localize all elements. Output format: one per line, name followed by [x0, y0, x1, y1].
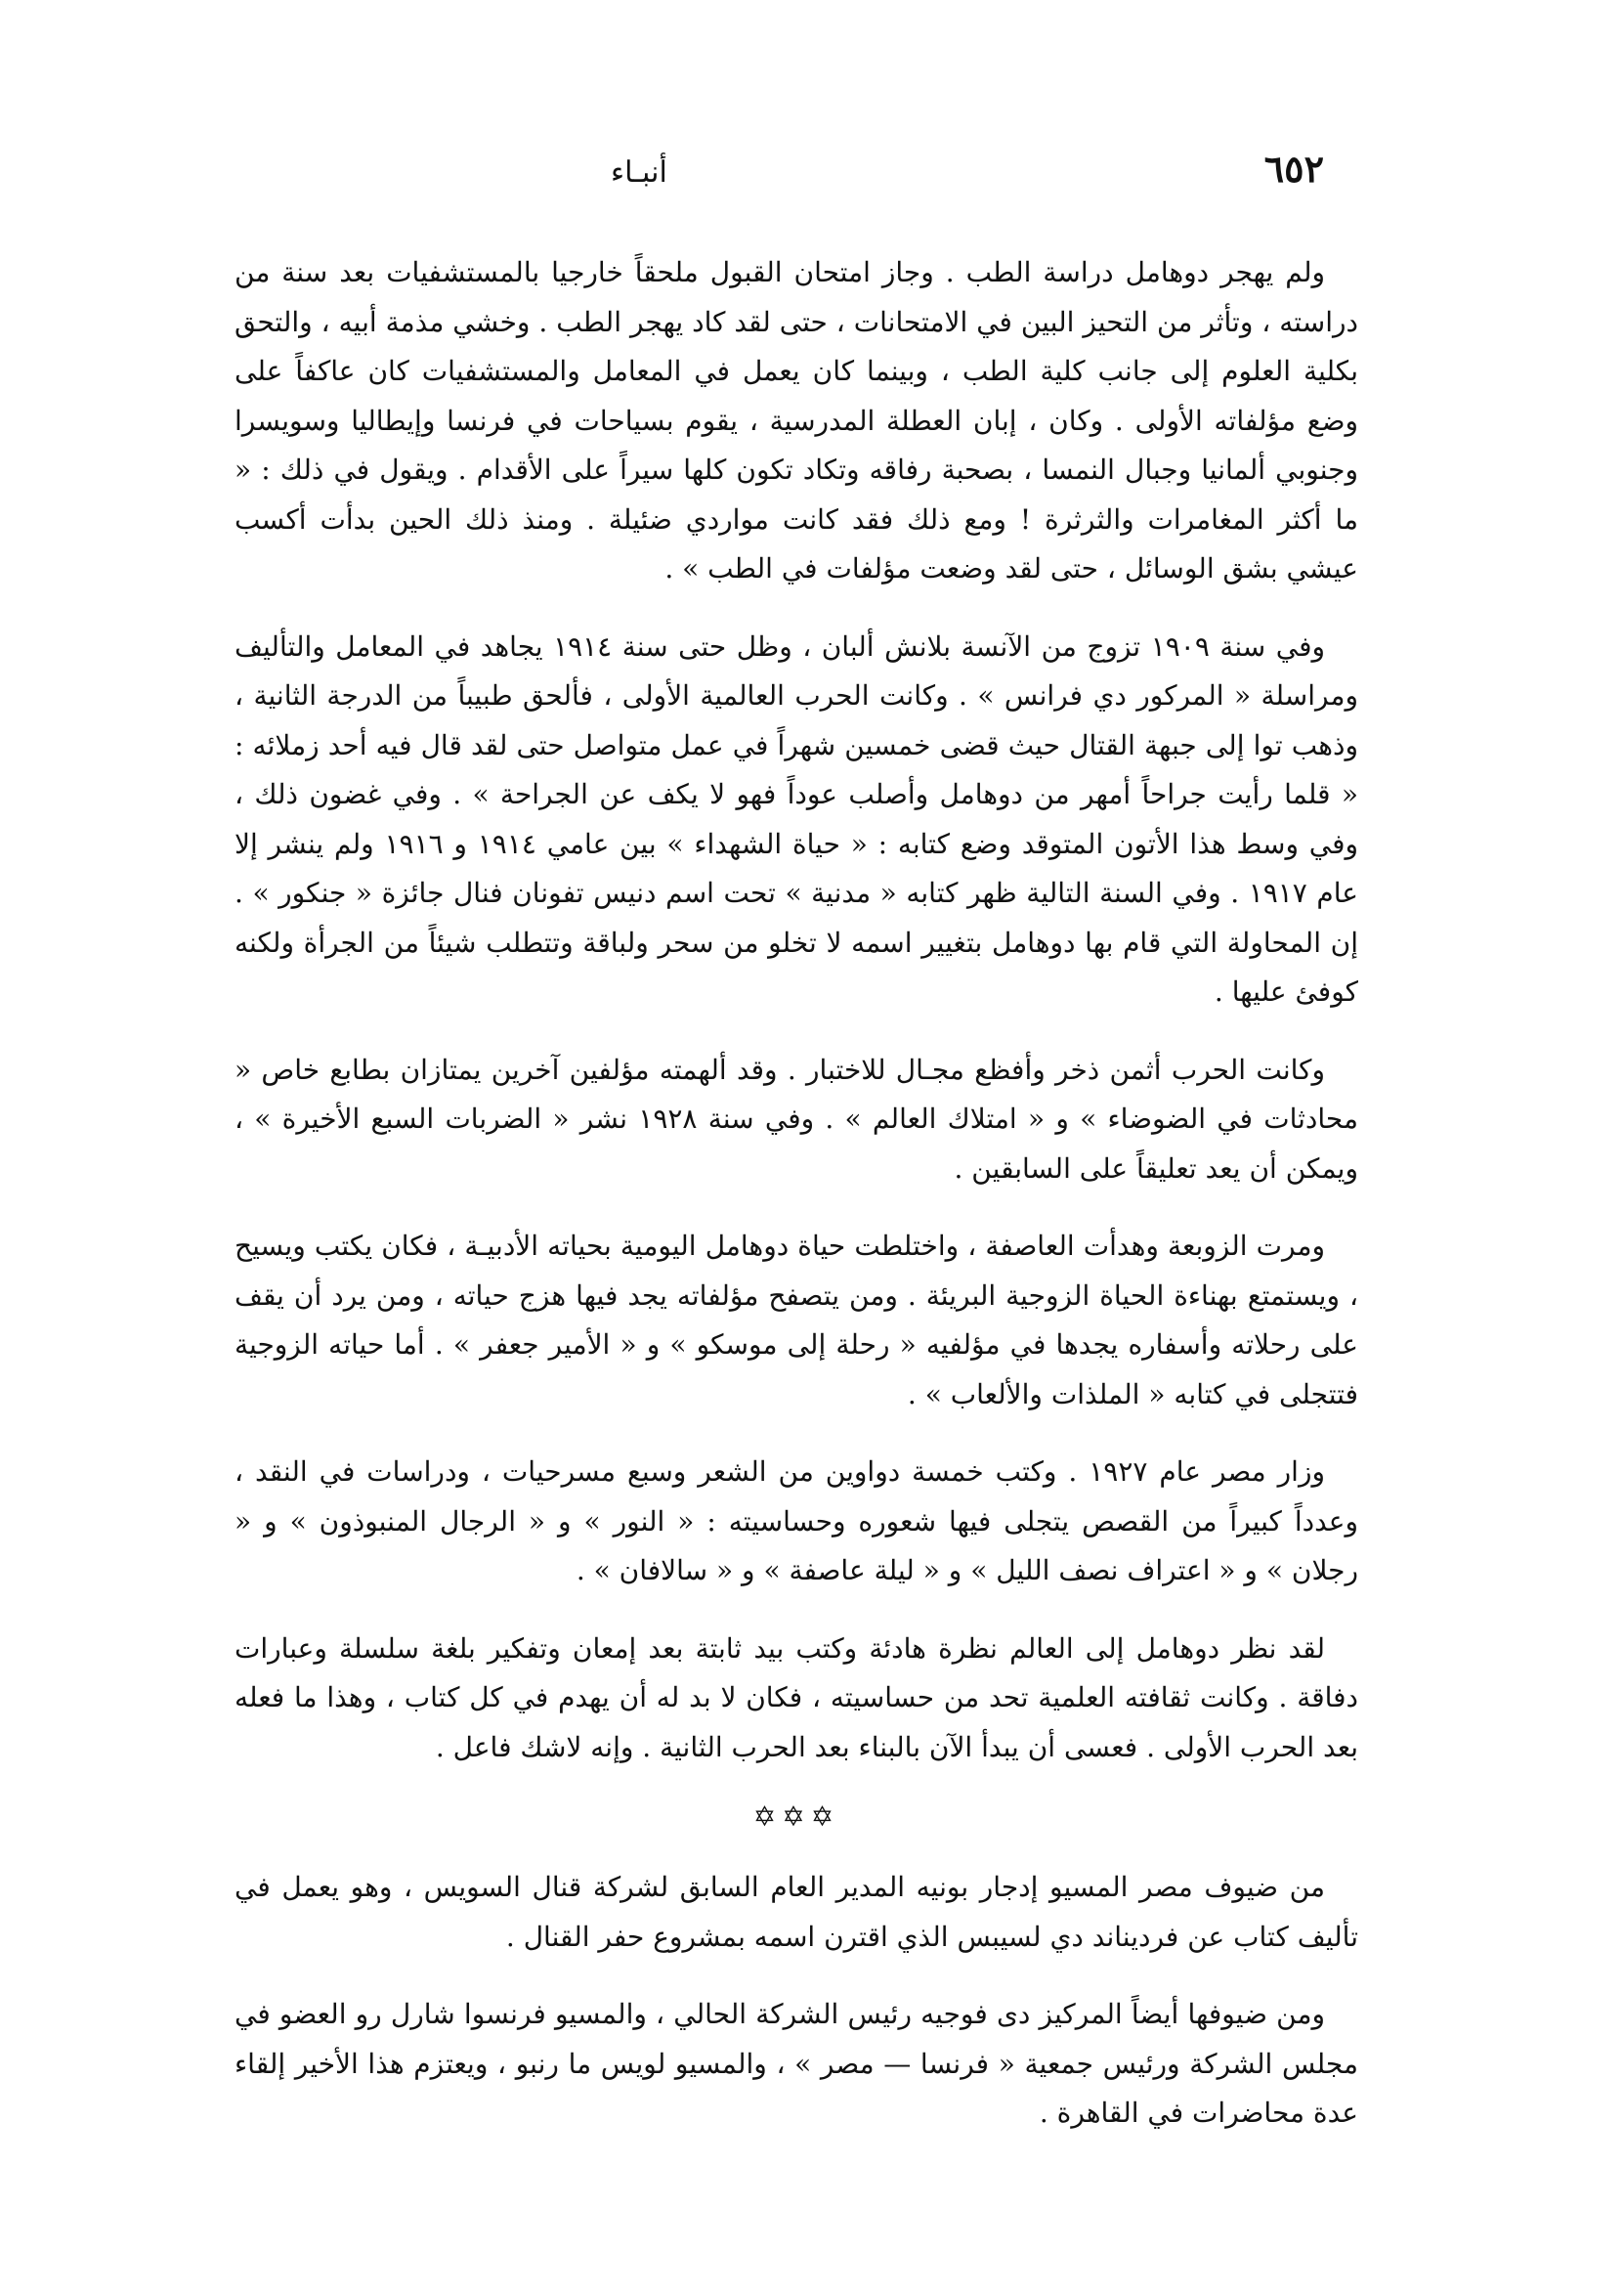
paragraph-conclusion: لقد نظر دوهامل إلى العالم نظرة هادئة وكتب بيد ثابتة بعد إمعان وتفكير بلغة سلسلة وعبارات دفاقة . وكانت ثقافته العلمية تحد من حساسيته ، فكان لا بد له أن يهدم في كل كتاب ، وهذا ما فعله بعد الحرب الأولى . فعسى أن يبدأ الآن بالبناء بعد الحرب الثانية . وإنه لاشك فاعل . [235, 1631, 1358, 1763]
paragraph-married-life: ومرت الزوبعة وهدأت العاصفة ، واختلطت حياة دوهامل اليومية بحياته الأدبيـة ، فكان يكتب ويسيح ، ويستمتع بهناءة الحياة الزوجية البريئة . ومن يتصفح مؤلفاته يجد فيها هزج حياته ، ومن يرد أن يقف على رحلاته وأسفاره يجدها في مؤلفيه « رحلة إلى موسكو » و « الأمير جعفر » . أما حياته الزوجية فتتجلى في كتابه « الملذات والألعاب » . [235, 1230, 1358, 1410]
section-divider-ornament: ✡✡✡ [752, 1800, 840, 1833]
paragraph-news-vogue: ومن ضيوفها أيضاً المركيز دى فوجيه رئيس الشركة الحالي ، والمسيو فرنسوا شارل رو العضو في مجلس الشركة ورئيس جمعية « فرنسا — مصر » ، والمسيو لويس ما رنبو ، ويعتزم هذا الأخير إلقاء عدة محاضرات في القاهرة . [235, 1998, 1358, 2129]
paragraph-egypt-visit: وزار مصر عام ١٩٢٧ . وكتب خمسة دواوين من الشعر وسبع مسرحيات ، ودراسات في النقد ، وعدداً كبيراً من القصص يتجلى فيها شعوره وحساسيته : « النور » و « الرجال المنبوذون » و « رجلان » و « اعتراف نصف الليل » و « ليلة عاصفة » و « سالافان » . [235, 1455, 1358, 1586]
paragraph-studies: ولم يهجر دوهامل دراسة الطب . وجاز امتحان القبول ملحقاً خارجيا بالمستشفيات بعد سنة من دراسته ، وتأثر من التحيز البين في الامتحانات ، حتى لقد كاد يهجر الطب . وخشي مذمة أبيه ، والتحق بكلية العلوم إلى جانب كلية الطب ، وبينما كان يعمل في المعامل والمستشفيات كان عاكفاً على وضع مؤلفاته الأولى . وكان ، إبان العطلة المدرسية ، يقوم بسياحات في فرنسا وإيطاليا وسويسرا وجنوبي ألمانيا وجبال النمسا ، بصحبة رفاقه وتكاد تكون كلها سيراً على الأقدام . ويقول في ذلك : « ما أكثر المغامرات والثرثرة ! ومع ذلك فقد كانت مواردي ضئيلة . ومنذ ذلك الحين بدأت أكسب عيشي بشق الوسائل ، حتى لقد وضعت مؤلفات في الطب » . [235, 256, 1358, 585]
running-title: أنبـاء [611, 155, 667, 190]
paragraph-news-bonnet: من ضيوف مصر المسيو إدجار بونيه المدير العام السابق لشركة قنال السويس ، وهو يعمل في تأليف كتاب عن فرديناند دي لسيبس الذي اقترن اسمه بمشروع حفر القنال . [235, 1871, 1358, 1953]
paragraph-war-works: وكانت الحرب أثمن ذخر وأفظع مجـال للاختبار . وقد ألهمته مؤلفين آخرين يمتازان بطابع خاص « محادثات في الضوضاء » و « امتلاك العالم » . وفي سنة ١٩٢٨ نشر « الضربات السبع الأخيرة » ، ويمكن أن يعد تعليقاً على السابقين . [235, 1053, 1359, 1185]
page [235, 147, 1358, 2167]
page-number: ٦٥٢ [1263, 147, 1324, 191]
page-header [235, 147, 1358, 205]
paragraph-war: وفي سنة ١٩٠٩ تزوج من الآنسة بلانش ألبان ، وظل حتى سنة ١٩١٤ يجاهد في المعامل والتأليف ومراسلة « المركور دي فرانس » . وكانت الحرب العالمية الأولى ، فألحق طبيباً من الدرجة الثانية ، وذهب توا إلى جبهة القتال حيث قضى خمسين شهراً في عمل متواصل حتى لقد قال فيه أحد زملائه : « قلما رأيت جراحاً أمهر من دوهامل وأصلب عوداً فهو لا يكف عن الجراحة » . وفي غضون ذلك ، وفي وسط هذا الأتون المتوقد وضع كتابه : « حياة الشهداء » بين عامي ١٩١٤ و ١٩١٦ ولم ينشر إلا عام ١٩١٧ . وفي السنة التالية ظهر كتابه « مدنية » تحت اسم دنيس تفونان فنال جائزة « جنكور » . إن المحاولة التي قام بها دوهامل بتغيير اسمه لا تخلو من سحر ولباقة وتتطلب شيئاً من الجرأة ولكنه كوفئ عليها . [235, 629, 1359, 1008]
